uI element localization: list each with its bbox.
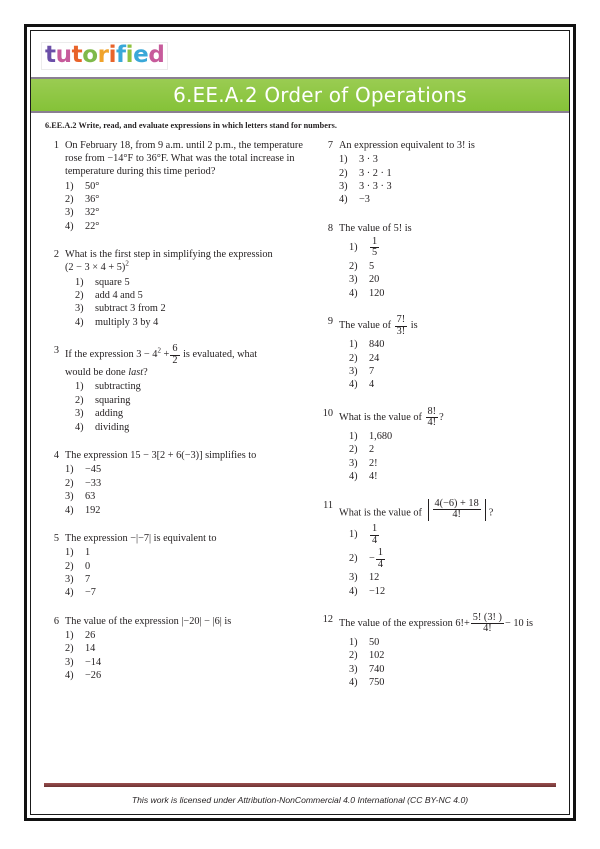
answer-choice-label: 2) xyxy=(349,444,358,456)
page-title: 6.EE.A.2 Order of Operations xyxy=(173,83,467,107)
answer-choice[interactable] xyxy=(65,180,303,193)
answer-choice[interactable] xyxy=(75,421,303,434)
fraction xyxy=(370,237,379,259)
answer-choices xyxy=(65,180,303,234)
question-expression: What is the value of $\frac{4(-6) + 18}{4!}$ ? xyxy=(339,497,494,520)
answer-choice-value: 2! xyxy=(369,457,378,469)
fraction-numerator: 4(−6) + 18 xyxy=(434,497,479,509)
answer-choice-label: 1) xyxy=(65,180,74,192)
brand-logo-text xyxy=(41,42,168,70)
answer-choice-value: 7 xyxy=(369,366,375,378)
absolute-value-bar xyxy=(428,499,429,521)
answer-choice-label: 3) xyxy=(65,491,74,503)
fraction-numerator: 8! xyxy=(427,405,437,417)
fraction-numerator: 5! (3! ) xyxy=(472,611,502,623)
question-number: 8 xyxy=(327,222,333,234)
exponent: 2 xyxy=(157,347,161,355)
question-stem-line2: would be done last? xyxy=(65,367,148,379)
answer-choice[interactable] xyxy=(75,302,303,315)
answer-choice[interactable] xyxy=(349,676,570,689)
question-expression: $(2 - 3 \times 4 + 5)^2$ xyxy=(65,260,129,274)
answer-choice-label: 3) xyxy=(75,408,84,420)
question-body xyxy=(339,499,570,598)
question-number: 4 xyxy=(53,450,59,462)
answer-choice[interactable] xyxy=(75,316,303,329)
answer-choice-value: −3 xyxy=(359,194,370,206)
answer-choice-label: 4) xyxy=(349,287,358,299)
answer-choice-label: 4) xyxy=(75,316,84,328)
question-item xyxy=(45,532,303,600)
fraction xyxy=(471,613,504,635)
standard-description: 6.EE.A.2 Write, read, and evaluate expressions in which letters stand for numbers. xyxy=(45,121,337,130)
fraction-denominator: 2 xyxy=(172,354,178,366)
answer-choice-label: 2) xyxy=(349,650,358,662)
logo-letter: f xyxy=(116,42,126,68)
question-body xyxy=(65,615,303,683)
answer-choice-label: 1) xyxy=(349,242,358,254)
answer-choice[interactable] xyxy=(349,338,570,351)
answer-choice[interactable] xyxy=(75,380,303,393)
answer-choice-label: 2) xyxy=(349,352,358,364)
question-item xyxy=(319,139,570,207)
answer-choice-value xyxy=(369,237,570,259)
answer-choice-value: −7 xyxy=(85,587,96,599)
fraction xyxy=(370,524,379,546)
questions-column-right xyxy=(319,139,570,705)
answer-choice-value: 50° xyxy=(85,180,100,192)
answer-choice[interactable] xyxy=(65,642,303,655)
answer-choices xyxy=(65,463,303,517)
logo-letter: d xyxy=(148,42,165,68)
question-item xyxy=(45,344,303,434)
answer-choice-value: 740 xyxy=(369,663,385,675)
answer-choice-value: 12 xyxy=(369,572,380,584)
worksheet-page-inner xyxy=(30,30,570,815)
question-stem: What is the first step in simplifying the expression $(2 - 3 \times 4 + 5)^2$ xyxy=(65,248,303,274)
answer-choice-label: 3) xyxy=(339,181,348,193)
question-number: 7 xyxy=(327,140,333,151)
answer-choice-label: 2) xyxy=(75,394,84,406)
answer-choice-value: 750 xyxy=(369,677,385,689)
answer-choice[interactable] xyxy=(349,585,570,598)
question-item xyxy=(319,613,570,690)
question-number: 12 xyxy=(322,613,333,625)
answer-choice-label: 1) xyxy=(349,339,358,351)
answer-choice-label: 1) xyxy=(65,464,74,476)
logo-letter: u xyxy=(55,42,72,68)
answer-choice-value: 32° xyxy=(85,207,100,219)
answer-choice-label: 3) xyxy=(349,663,358,675)
answer-choices xyxy=(339,153,570,207)
answer-choice-value: 50 xyxy=(369,636,380,648)
absolute-value-group xyxy=(425,499,489,521)
answer-choice-label: 4) xyxy=(349,585,358,597)
answer-choice[interactable] xyxy=(75,276,303,289)
answer-choice[interactable] xyxy=(339,180,570,193)
fraction-denominator: 4! xyxy=(471,623,504,635)
answer-choice-label: 1) xyxy=(339,154,348,166)
answer-choices xyxy=(65,546,303,600)
title-banner xyxy=(31,77,569,113)
question-stem: On February 18, from 9 a.m. until 2 p.m., the temperature rose from −14°F to 36°F. What was the total increase in temperature during this time period? xyxy=(65,140,303,178)
question-stem: An expression equivalent to 3! is xyxy=(339,140,475,151)
answer-choice[interactable] xyxy=(349,365,570,378)
answer-choice[interactable] xyxy=(349,260,570,273)
question-body xyxy=(339,315,570,392)
question-item xyxy=(319,315,570,392)
answer-choice-label: 2) xyxy=(65,643,74,655)
answer-choice-value: −33 xyxy=(85,477,102,489)
question-number: 11 xyxy=(323,499,333,511)
question-expression: What is the value of $\frac{8!}{4!}$ ? xyxy=(339,405,444,429)
question-item xyxy=(45,449,303,517)
answer-choice[interactable] xyxy=(349,523,570,547)
emphasis-word: last xyxy=(128,367,144,379)
question-number: 5 xyxy=(53,532,59,544)
answer-choice-label: 4) xyxy=(349,677,358,689)
answer-choice-label: 1) xyxy=(65,547,74,559)
answer-choice[interactable] xyxy=(349,547,570,571)
answer-choice-value: square 5 xyxy=(95,276,130,288)
answer-choice-value: squaring xyxy=(95,394,131,406)
question-number: 6 xyxy=(53,615,59,627)
question-stem xyxy=(339,407,570,429)
question-number: 1 xyxy=(53,140,59,151)
question-item xyxy=(45,615,303,683)
question-stem: The expression −|−7| is equivalent to xyxy=(65,532,217,544)
answer-choice-label: 1) xyxy=(349,529,358,541)
answer-choice-label: 2) xyxy=(65,477,74,489)
fraction-numerator: 7! xyxy=(396,314,406,326)
answer-choice[interactable] xyxy=(65,629,303,642)
question-stem: The value of 5! is xyxy=(339,222,412,234)
answer-choice-label: 4) xyxy=(65,220,74,232)
answer-choice-value: 2 xyxy=(369,444,375,456)
answer-choice[interactable] xyxy=(349,273,570,286)
answer-choice-label: 2) xyxy=(349,261,358,273)
answer-choice-value: −26 xyxy=(85,670,102,682)
question-body xyxy=(65,139,303,233)
answer-choice-label: 3) xyxy=(349,366,358,378)
answer-choice-value: 22° xyxy=(85,220,100,232)
answer-choice[interactable] xyxy=(65,573,303,586)
answer-choice-value: add 4 and 5 xyxy=(95,290,143,302)
answer-choice-label: 3) xyxy=(349,457,358,469)
question-body xyxy=(339,139,570,207)
answer-choice[interactable] xyxy=(65,560,303,573)
question-stem: The value of the expression |−20| − |6| is xyxy=(65,615,232,627)
answer-choice-value: 1 xyxy=(85,547,91,559)
answer-choice-value: 3 · 3 · 3 xyxy=(359,181,392,193)
answer-choice[interactable] xyxy=(75,407,303,420)
answer-choice-value: − $\frac{1}{4}$ xyxy=(369,547,383,570)
answer-choice-label: 1) xyxy=(75,276,84,288)
question-body xyxy=(65,532,303,600)
answer-choice-value: 3 · 3 xyxy=(359,154,378,166)
answer-choice[interactable] xyxy=(349,470,570,483)
answer-choices xyxy=(339,523,570,598)
exponent: 2 xyxy=(125,260,129,269)
answer-choices xyxy=(339,636,570,690)
fraction-denominator: 3! xyxy=(396,325,406,337)
logo-letter: o xyxy=(82,42,98,68)
answer-choice-label: 4) xyxy=(349,471,358,483)
fraction xyxy=(433,499,481,521)
answer-choice-label: 4) xyxy=(339,194,348,206)
question-expression: If the expression $3 - 4^2$ + $\frac{6}{2}$ is evaluated, what xyxy=(65,343,258,366)
answer-choice-label: 2) xyxy=(65,560,74,572)
answer-choice-label: 3) xyxy=(65,573,74,585)
fraction xyxy=(395,315,408,337)
answer-choice[interactable] xyxy=(339,193,570,206)
answer-choice[interactable] xyxy=(349,430,570,443)
fraction-numerator: 1 xyxy=(372,235,378,247)
answer-choice-value: −12 xyxy=(369,585,386,597)
answer-choice-label: 4) xyxy=(65,670,74,682)
answer-choice[interactable] xyxy=(65,477,303,490)
answer-choice[interactable] xyxy=(65,463,303,476)
answer-choice-value: 7 xyxy=(85,573,91,585)
answer-choice-label: 2) xyxy=(65,194,74,206)
answer-choices xyxy=(65,629,303,683)
answer-choice-value: 3 · 2 · 1 xyxy=(359,167,392,179)
logo-letter: t xyxy=(71,42,83,68)
question-stem: The expression 15 − 3[2 + 6(−3)] simplifies to xyxy=(65,450,257,462)
answer-choice-value: dividing xyxy=(95,421,130,433)
answer-choice-value: 1,680 xyxy=(369,430,393,442)
answer-choice-value: 36° xyxy=(85,194,100,206)
fraction xyxy=(426,407,439,429)
answer-choice-value: 20 xyxy=(369,274,380,286)
answer-choice-label: 2) xyxy=(349,553,358,565)
answer-choice-label: 2) xyxy=(339,167,348,179)
question-number: 9 xyxy=(327,316,333,328)
questions-column-left xyxy=(45,139,303,698)
answer-choice[interactable] xyxy=(349,378,570,391)
answer-choice-label: 4) xyxy=(65,504,74,516)
question-stem xyxy=(65,344,303,379)
answer-choice-value: −14 xyxy=(85,656,102,668)
answer-choice[interactable] xyxy=(349,236,570,260)
answer-choice[interactable] xyxy=(349,649,570,662)
fraction-numerator: 6 xyxy=(172,343,178,355)
logo-letter: i xyxy=(108,42,117,68)
fraction-denominator: 4! xyxy=(433,509,481,521)
answer-choice-value: 102 xyxy=(369,650,385,662)
answer-choice-label: 2) xyxy=(75,290,84,302)
answer-choice-value: −45 xyxy=(85,464,102,476)
answer-choice-value: 4 xyxy=(369,379,375,391)
logo-letter: e xyxy=(133,42,149,68)
answer-choice[interactable] xyxy=(65,546,303,559)
question-body xyxy=(65,248,303,329)
question-item xyxy=(319,222,570,300)
answer-choice[interactable] xyxy=(349,636,570,649)
logo-letter: i xyxy=(125,42,134,68)
answer-choice-label: 4) xyxy=(65,587,74,599)
question-body xyxy=(339,613,570,690)
worksheet-page xyxy=(24,24,576,821)
question-expression: The value of $\frac{7!}{3!}$ is xyxy=(339,314,418,337)
answer-choice[interactable] xyxy=(65,193,303,206)
absolute-value-bar xyxy=(485,499,486,521)
question-stem xyxy=(339,499,570,523)
answer-choice[interactable] xyxy=(349,571,570,584)
answer-choice-value xyxy=(369,524,570,546)
answer-choice-value: 14 xyxy=(85,643,96,655)
question-body xyxy=(65,449,303,517)
answer-choice[interactable] xyxy=(75,394,303,407)
answer-choice[interactable] xyxy=(65,669,303,682)
answer-choice-value: 840 xyxy=(369,339,385,351)
answer-choice[interactable] xyxy=(339,167,570,180)
question-body xyxy=(65,344,303,434)
answer-choices xyxy=(339,236,570,300)
question-stem xyxy=(339,315,570,337)
question-item xyxy=(319,407,570,484)
question-expression: The value of the expression 6!+ $\frac{5! (3! )}{4!}$ − 10 is xyxy=(339,611,534,635)
answer-choices xyxy=(339,430,570,484)
answer-choice-label: 1) xyxy=(349,430,358,442)
license-text: This work is licensed under Attribution-NonCommercial 4.0 International (CC BY-NC 4.0) xyxy=(131,795,469,805)
question-number: 2 xyxy=(53,249,59,261)
answer-choice-value: subtract 3 from 2 xyxy=(95,303,166,315)
answer-choice-label: 3) xyxy=(349,572,358,584)
brand-logo xyxy=(41,39,168,73)
answer-choice[interactable] xyxy=(65,504,303,517)
answer-choice-label: 3) xyxy=(75,303,84,315)
answer-choice-label: 3) xyxy=(65,656,74,668)
answer-choice-value: multiply 3 by 4 xyxy=(95,316,159,328)
answer-choice-value: adding xyxy=(95,408,124,420)
answer-choice-label: 4) xyxy=(349,379,358,391)
answer-choice-value: 4! xyxy=(369,471,378,483)
answer-choice-value: 24 xyxy=(369,352,380,364)
question-item xyxy=(45,248,303,329)
question-body xyxy=(339,222,570,300)
answer-choice[interactable] xyxy=(75,289,303,302)
question-number: 10 xyxy=(322,407,333,419)
footer-divider xyxy=(44,783,556,787)
questions-area xyxy=(31,139,569,799)
answer-choices xyxy=(65,380,303,434)
answer-choice[interactable] xyxy=(339,153,570,166)
answer-choice-label: 4) xyxy=(75,421,84,433)
fraction-denominator: 4 xyxy=(372,534,378,546)
answer-choice-label: 1) xyxy=(65,629,74,641)
answer-choice-value: 63 xyxy=(85,491,96,503)
fraction-denominator: 5 xyxy=(372,247,378,259)
answer-choice[interactable] xyxy=(349,457,570,470)
answer-choice[interactable] xyxy=(349,352,570,365)
answer-choice-label: 1) xyxy=(349,636,358,648)
fraction xyxy=(170,344,179,366)
answer-choices xyxy=(339,338,570,392)
answer-choice-value: 5 xyxy=(369,261,375,273)
answer-choice-value: 26 xyxy=(85,629,96,641)
answer-choice[interactable] xyxy=(65,206,303,219)
answer-choices xyxy=(65,276,303,330)
fraction xyxy=(376,548,385,570)
question-number: 3 xyxy=(53,345,59,357)
answer-choice[interactable] xyxy=(349,443,570,456)
question-stem xyxy=(339,613,570,635)
answer-choice[interactable] xyxy=(65,490,303,503)
answer-choice-label: 3) xyxy=(349,274,358,286)
question-item xyxy=(45,139,303,233)
answer-choice-value: 0 xyxy=(85,560,91,572)
answer-choice[interactable] xyxy=(349,287,570,300)
answer-choice[interactable] xyxy=(65,220,303,233)
fraction-denominator: 4! xyxy=(427,417,437,429)
logo-letter: r xyxy=(97,42,109,68)
answer-choice[interactable] xyxy=(65,656,303,669)
answer-choice[interactable] xyxy=(349,663,570,676)
logo-letter: t xyxy=(45,42,56,68)
answer-choice-value: subtracting xyxy=(95,381,141,393)
fraction-numerator: 1 xyxy=(377,547,383,559)
answer-choice-value: 120 xyxy=(369,287,385,299)
question-body xyxy=(339,407,570,484)
fraction-denominator: 4 xyxy=(377,558,383,570)
answer-choice-label: 3) xyxy=(65,207,74,219)
fraction-numerator: 1 xyxy=(372,523,378,535)
answer-choice-value: 192 xyxy=(85,504,101,516)
answer-choice[interactable] xyxy=(65,586,303,599)
question-item xyxy=(319,499,570,598)
answer-choice-label: 1) xyxy=(75,381,84,393)
